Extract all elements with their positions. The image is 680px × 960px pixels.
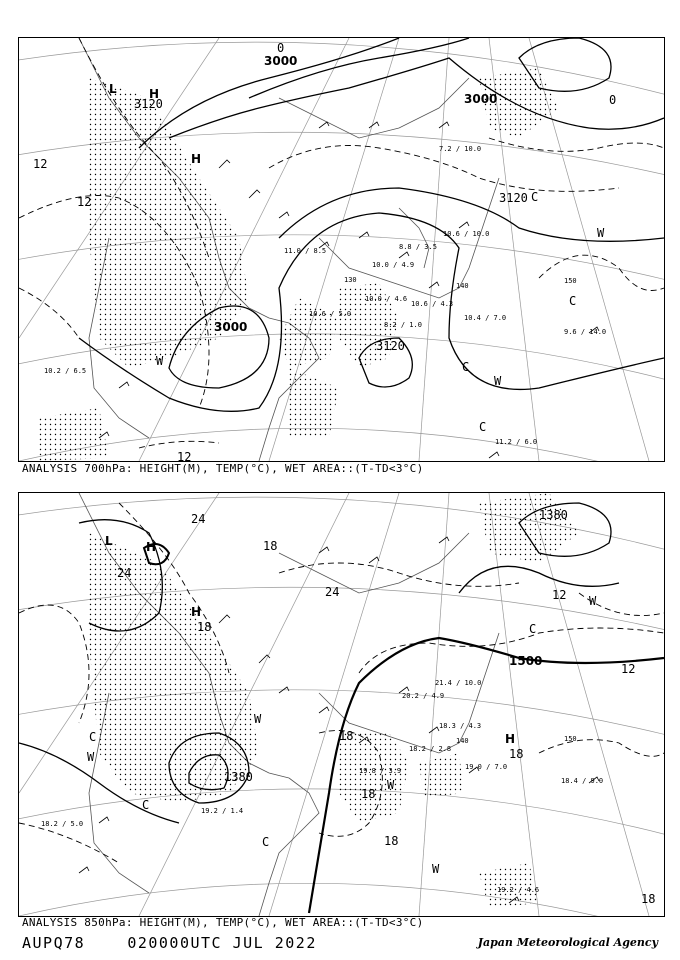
temperature-label: 24	[325, 585, 340, 599]
height-label: 3120	[376, 339, 405, 353]
station-obs: 10.4 / 7.0	[464, 314, 507, 322]
station-obs: 19.2 / 4.6	[497, 886, 540, 894]
station-obs: 10.6 / 4.3	[411, 300, 454, 308]
station-obs: 18.2 / 5.0	[41, 820, 84, 828]
station-obs: 8.2 / 1.0	[384, 321, 422, 329]
temperature-label: 12	[552, 588, 567, 602]
height-label: 3120	[134, 97, 163, 111]
station-obs: 19.8 / 3.9	[359, 767, 402, 775]
height-label: 3120	[499, 191, 528, 205]
wet-areas	[89, 493, 579, 908]
map-850hpa-panel	[18, 492, 665, 917]
station-obs: 10.0 / 4.9	[372, 261, 415, 269]
longitude-label: 140	[456, 737, 469, 745]
temperature-label: 12	[621, 662, 636, 676]
high-center: H	[146, 540, 157, 554]
temperature-label: 18	[339, 729, 354, 743]
warm-center: W	[156, 354, 164, 368]
station-obs: 11.0 / 8.5	[284, 247, 327, 255]
station-obs: 10.0 / 4.6	[365, 295, 408, 303]
warm-center: W	[597, 226, 605, 240]
map-700hpa-caption: ANALYSIS 700hPa: HEIGHT(M), TEMP(°C), WET AREA::(T-TD<3°C)	[22, 462, 424, 475]
wet-areas	[39, 68, 559, 461]
station-obs: 21.4 / 10.0	[435, 679, 482, 687]
agency-name: Japan Meteorological Agency	[477, 936, 658, 949]
low-center: L	[109, 82, 117, 96]
station-obs: 10.6 / 10.0	[443, 230, 490, 238]
map-700hpa-canvas	[19, 38, 664, 461]
high-center: H	[191, 152, 202, 166]
station-obs: 19.2 / 1.4	[201, 807, 244, 815]
warm-center: W	[387, 778, 395, 792]
temperature-label: 12	[33, 157, 48, 171]
temperature-label: 18	[197, 620, 212, 634]
temperature-label: 0	[277, 41, 285, 55]
station-obs: 10.2 / 6.5	[44, 367, 87, 375]
longitude-label: 150	[564, 735, 577, 743]
cold-center: C	[142, 798, 150, 812]
station-obs: 7.2 / 10.0	[439, 145, 482, 153]
height-label: 1500	[509, 654, 543, 668]
height-label: 3000	[464, 92, 498, 106]
cold-center: C	[89, 730, 97, 744]
height-label: 3000	[214, 320, 248, 334]
temperature-label: 12	[77, 195, 92, 209]
temperature-label: 24	[191, 512, 206, 526]
station-obs: 8.8 / 3.5	[399, 243, 437, 251]
station-obs: 20.2 / 4.9	[402, 692, 445, 700]
longitude-label: 130	[344, 276, 357, 284]
temperature-label: 18	[384, 834, 399, 848]
temperature-label: 18	[263, 539, 278, 553]
station-obs: 18.2 / 2.8	[409, 745, 452, 753]
height-label: 1380	[539, 508, 568, 522]
station-obs: 18.3 / 4.3	[439, 722, 482, 730]
temperature-label: 24	[117, 566, 132, 580]
station-obs: 10.6 / 5.0	[309, 310, 352, 318]
cold-center: C	[529, 622, 537, 636]
cold-center: C	[262, 835, 270, 849]
cold-center: C	[479, 420, 487, 434]
height-label: 3000	[264, 54, 298, 68]
warm-center: W	[87, 750, 95, 764]
temperature-label: 18	[361, 787, 376, 801]
temperature-label: 18	[509, 747, 524, 761]
cold-center: C	[569, 294, 577, 308]
station-obs: 18.4 / 9.0	[561, 777, 604, 785]
height-label: 1380	[224, 770, 253, 784]
valid-time: 020000UTC JUL 2022	[127, 934, 317, 952]
longitude-label: 140	[456, 282, 469, 290]
temperature-label: 0	[609, 93, 617, 107]
temperature-label: 12	[177, 450, 192, 461]
cold-center: C	[462, 360, 470, 374]
warm-center: W	[254, 712, 262, 726]
map-850hpa-canvas	[19, 493, 664, 916]
map-700hpa-panel	[18, 37, 665, 462]
warm-center: W	[589, 594, 597, 608]
high-center: H	[191, 605, 202, 619]
high-center: H	[505, 732, 516, 746]
high-center: H	[149, 87, 160, 101]
warm-center: W	[494, 374, 502, 388]
product-id: AUPQ78	[22, 934, 86, 952]
station-obs: 11.2 / 6.0	[495, 438, 538, 446]
cold-center: C	[531, 190, 539, 204]
longitude-label: 150	[564, 277, 577, 285]
temperature-label: 18	[641, 892, 656, 906]
warm-center: W	[432, 862, 440, 876]
station-obs: 9.6 / 14.0	[564, 328, 607, 336]
station-obs: 19.0 / 7.0	[465, 763, 508, 771]
low-center: L	[105, 534, 113, 548]
product-header	[22, 934, 317, 952]
map-850hpa-caption: ANALYSIS 850hPa: HEIGHT(M), TEMP(°C), WET AREA::(T-TD<3°C)	[22, 916, 424, 929]
